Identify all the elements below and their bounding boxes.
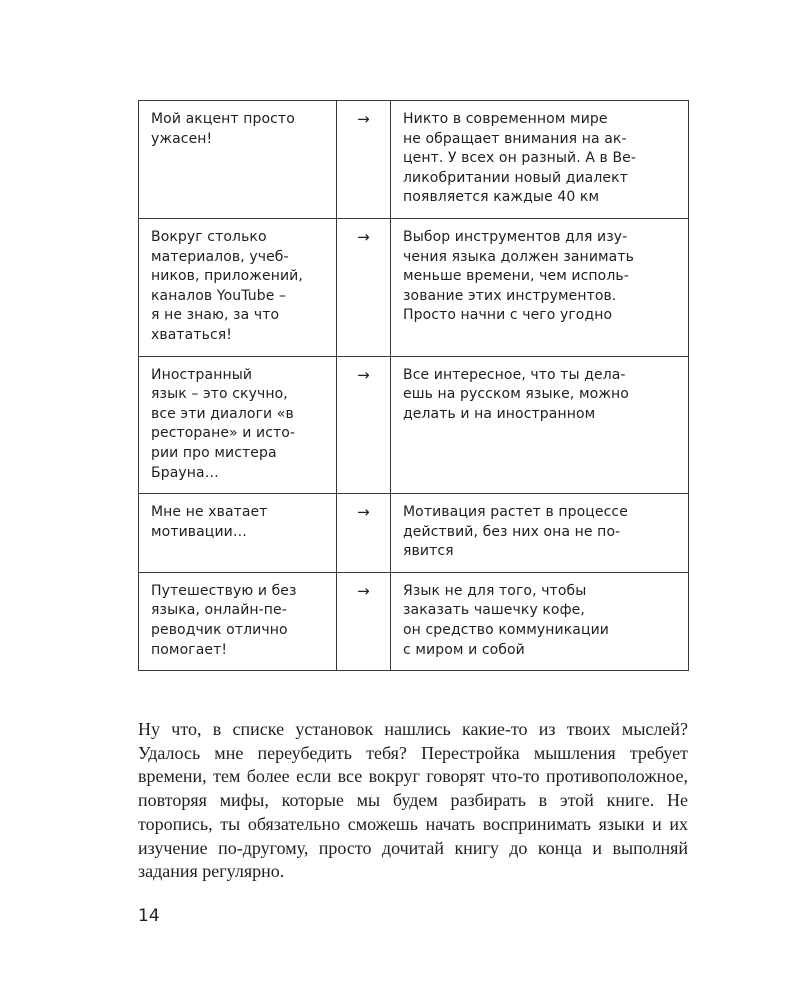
beliefs-table (138, 100, 689, 671)
belief-cell: Мой акцент просто ужасен! (139, 101, 337, 219)
table-row (139, 356, 689, 494)
table-row (139, 494, 689, 573)
arrow-right-icon: → (337, 101, 391, 219)
table-row (139, 101, 689, 219)
arrow-right-icon: → (337, 218, 391, 356)
arrow-right-icon: → (337, 572, 391, 670)
body-paragraph: Ну что, в списке установок нашлись какие-то из твоих мыслей? Удалось мне переубедить тебя? Перестройка мышления требует времени, тем более если все вокруг говорят что-то противоположное, повторяя мифы, которые мы будем разбирать в этой книге. Не торопись, ты обязательно сможешь начать воспринимать языки и их изучение по-другому, просто дочитай книгу до конца и выполняй задания регулярно. (138, 719, 688, 882)
table-row (139, 218, 689, 356)
reply-cell: Никто в современном мире не обращает внимания на ак- цент. У всех он разный. А в Ве- ликобритании новый диалект появляется каждые 40 км (391, 101, 689, 219)
reply-cell: Язык не для того, чтобы заказать чашечку кофе, он средство коммуникации с миром и собой (391, 572, 689, 670)
belief-cell: Вокруг столько материалов, учеб- ников, приложений, каналов YouTube – я не знаю, за что хвататься! (139, 218, 337, 356)
table-row (139, 572, 689, 670)
reply-cell: Все интересное, что ты дела- ешь на русском языке, можно делать и на иностранном (391, 356, 689, 494)
reply-cell: Выбор инструментов для изу- чения языка должен занимать меньше времени, чем исполь- зование этих инструментов. Просто начни с чего угодно (391, 218, 689, 356)
arrow-right-icon: → (337, 494, 391, 573)
page-number: 14 (138, 906, 160, 926)
belief-cell: Мне не хватает мотивации… (139, 494, 337, 573)
arrow-right-icon: → (337, 356, 391, 494)
belief-cell: Путешествую и без языка, онлайн-пе- реводчик отлично помогает! (139, 572, 337, 670)
reply-cell: Мотивация растет в процессе действий, без них она не по- явится (391, 494, 689, 573)
belief-cell: Иностранный язык – это скучно, все эти диалоги «в ресторане» и исто- рии про мистера Брауна… (139, 356, 337, 494)
